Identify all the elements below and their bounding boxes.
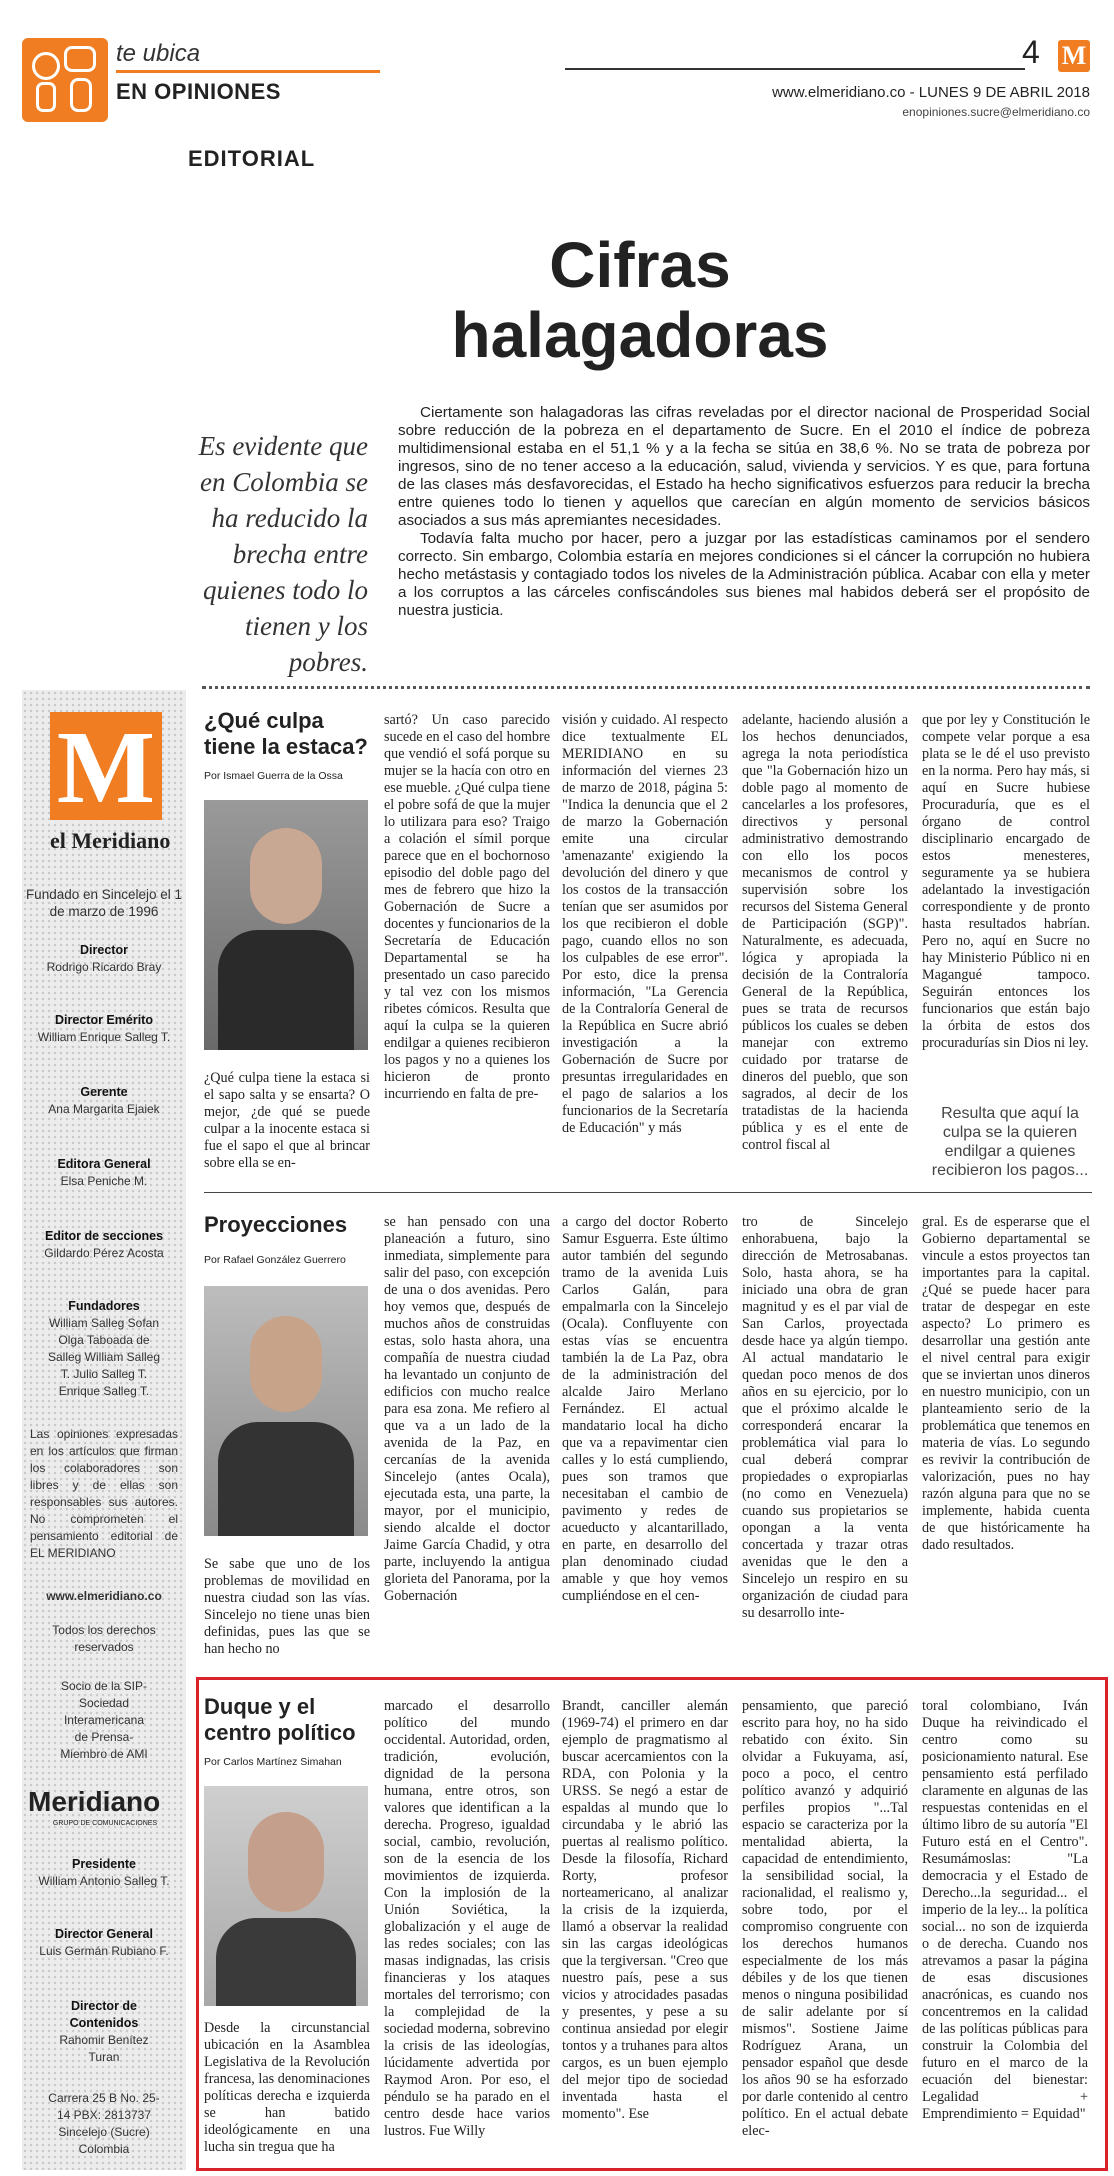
group-brand: Meridiano [28, 1786, 161, 1817]
gm-name: Luis Germán Rubiano F. [39, 1944, 169, 1958]
article-column: tro de Sincelejo enhorabuena, bajo la dirección de Metrosabanas. Solo, hasta ahora, se ha iniciado una obra de gran magnitud y es el par vial de San Carlos, proyectada desde hace ya algún tiempo. Al actual mandatario le quedan poco menos de dos años en su ejercicio, por lo que el próximo alcalde le corresponderá encarar la problemática vial para lo cual deberá comprar propiedades o expropiarlas (no como en Venezuela) cuando sus propietarios se opongan a la venta concertada y trazar otras avenidas que le den a Sincelejo un respiro en su organización de ciudad para su desarrollo inte- [742, 1214, 908, 1621]
editorial-label: EDITORIAL [188, 146, 316, 171]
emeritus-label: Director Emérito [55, 1013, 153, 1027]
article-lead: Se sabe que uno de los problemas de movilidad en nuestra ciudad son las vías. Sincelejo no tiene unas bien definidas, pues las que se han hecho no [204, 1556, 370, 1657]
manager-label: Gerente [80, 1085, 128, 1099]
founded-text: Fundado en Sincelejo el 1 de marzo de 1996 [25, 887, 183, 919]
article-column: marcado el desarrollo político del mundo occidental. Autoridad, orden, tradición, evolución, dignidad de la persona humana, entre otros, son valores que identifican a la derecha. Progreso, igualdad social, cambio, revolución, son de la esencia de los movimientos de izquierda. Con la implosión de la Unión Soviética, la globalización y el auge de las redes sociales; con las masas indignadas, las crisis financieras y los ataques mortales del terrorismo; con la complejidad de la sociedad moderna, sobrevino la crisis de las ideologías, lúcidamente advertida por Raymod Aron. Por eso, el péndulo se ha parado en el centro desde hace varios lustros. Fue Willy [384, 1698, 550, 2139]
section-underline [116, 70, 380, 73]
sections-block [22, 1228, 186, 1262]
president-block [22, 1856, 186, 1890]
article-title: ¿Qué culpa tiene la estaca? [204, 708, 368, 759]
content-label: Director de Contenidos [69, 1999, 139, 2030]
membership-text: Socio de la SIP-Sociedad Interamericana de Prensa- Miembro de AMI [60, 1679, 148, 1761]
editorial-paragraph: Todavía falta mucho por hacer, pero a juzgar por las estadísticas caminamos por el sendero correcto. Sin embargo, Colombia estaría en mejores condiciones si el cáncer la corrupción no hubiera hecho metástasis y contagiado todos los niveles de la Administración pública. Acabar con ella y meter a los corruptos a las cárceles confiscándoles sus bienes mal habidos deberá ser el propósito de nuestra justicia. [398, 530, 1090, 619]
editor-label: Editora General [57, 1157, 151, 1171]
header-rule [565, 68, 1025, 70]
founders-block [22, 1298, 186, 1400]
section-title: EN OPINIONES [116, 79, 281, 104]
meridiano-logo: M [50, 712, 162, 820]
rights-text: Todos los derechos reservados [52, 1623, 156, 1654]
disclaimer: Las opiniones expresadas en los artículos que firman los colaboradores son libres y de ellas son responsables sus autores. No comprometen el pensamiento editorial de EL MERIDIANO [30, 1427, 178, 1560]
president-name: William Antonio Salleg T. [38, 1874, 170, 1888]
gm-block [22, 1926, 186, 1960]
founders-label: Fundadores [68, 1299, 140, 1313]
article-byline: Por Ismael Guerra de la Ossa [204, 770, 343, 782]
director-block [22, 942, 186, 976]
contact-email[interactable]: enopiniones.sucre@elmeridiano.co [902, 105, 1090, 119]
manager-block [22, 1084, 186, 1118]
editorial-body [398, 404, 1090, 620]
manager-name: Ana Margarita Ejaiek [48, 1102, 160, 1116]
section-kicker: te ubica [116, 40, 201, 67]
dotted-divider [202, 686, 1090, 689]
article-column: que por ley y Constitución le compete velar porque a esa plata se le dé el uso previsto en la norma. Pero hay más, si aquí en Sucre hubiese Procuraduría, que es el órgano de control disciplinario encargado de estos menesteres, seguramente ya se hubiera adelantado la investigación correspondiente y de pronto hasta resultados habrían. Pero no, aquí en Sucre no hay Ministerio Público ni en Magangué tampoco. Seguirán entonces los funcionarios que están bajo la órbita de estos dos procuradurías sin Dios ni ley. [922, 712, 1090, 1051]
article-title: Proyecciones [204, 1212, 348, 1237]
address-text: Carrera 25 B No. 25-14 PBX: 2813737 Sincelejo (Sucre) Colombia [48, 2091, 160, 2156]
editorial-paragraph: Ciertamente son halagadoras las cifras reveladas por el director nacional de Prosperidad Social sobre reducción de la pobreza en el departamento de Sucre. En el 2010 el índice de pobreza multidimensional estaba en el 51,1 % y a la fecha se sitúa en 38,6 %. No se trata de pobreza por ingresos, sino de no tener acceso a la educación, salud, vivienda y servicios. Y es que, para fortuna de las clases más desfavorecidas, el Estado ha hecho significativos esfuerzos para reducir la brecha entre quienes todo lo tienen y aquellos que carecían en algún momento de servicios básicos asociados a sus más apremiantes necesidades. [398, 404, 1090, 529]
sections-name: Gildardo Pérez Acosta [44, 1246, 164, 1260]
founders-names: William Salleg Sofan Olga Taboada de Salleg William Salleg T. Julio Salleg T. Enrique Salleg T. [47, 1316, 161, 1398]
article-column: visión y cuidado. Al respecto dice textualmente EL MERIDIANO en su información del viernes 23 de marzo de 2018, página 5: "Indica la denuncia que el 2 de marzo la Gobernación emite una circular 'amenazante' exigiendo la devolución del dinero y que los costos de la transacción tenían que ser asumidos por los que recibieron el doble pago, cuando ellos no son los culpables de ese error". Por esto, dice la prensa información, "La Gerencia de la Contraloría General de la República en Sucre abrió investigación a la Gobernación de Sucre por presuntas irregularidades en el pago de salarios a los funcionarios de la Secretaría de Educación" y más [562, 712, 728, 1136]
editor-block [22, 1156, 186, 1190]
article-title: Duque y el centro político [204, 1694, 356, 1745]
group-brand-sub: GRUPO DE COMUNICACIONES [52, 1820, 158, 1827]
author-photo [204, 1286, 368, 1536]
article-lead: ¿Qué culpa tiene la estaca si el sapo salta y se ensarta? O mejor, ¿de qué se puede culpar a la inocente estaca si fue el sapo el que al brincar sobre ella se en- [204, 1070, 370, 1171]
article-byline: Por Carlos Martínez Simahan [204, 1756, 342, 1768]
article-column: sartó? Un caso parecido sucede en el caso del hombre que vendió el sofá porque su mujer se la hacía con otro en ese mueble. ¿Qué culpa tiene el pobre sofá de que la mujer lo utilizara para eso? Traigo a colación el símil porque parece que en el bochornoso episodio del doble pago del mes de febrero que hizo la Gobernación de Sucre a docentes y funcionarios de la Secretaría de Educación Departamental se ha presentado un caso parecido y tal vez con los mismos ribetes cómicos. Resulta que aquí la culpa se la quieren endilgar a quienes recibieron los pagos y no a quienes los hicieron de pronto incurriendo en falta de pre- [384, 712, 550, 1102]
article-column: se han pensado con una planeación a futuro, sino inmediata, simplemente para salir del paso, con excepción de una o dos avenidas. Pero hoy vemos que, después de muchos años de construidas estas, solo hasta ahora, una compañía de nuestra ciudad ha levantado un conjunto de edificios con mucho realce para esa zona. Me refiero al que va a un lado de la avenida de la Paz, en cercanías de la avenida Sincelejo (antes Ocala), ejecutada esta, una parte, la mayor, por el municipio, siendo alcalde el doctor Jaime García Chadid, y otra parte, incluyendo la antigua glorieta del Panorama, por la Gobernación [384, 1214, 550, 1604]
article-pull-quote: Resulta que aquí la culpa se la quieren endilgar a quienes recibieron los pagos... [931, 1105, 1089, 1179]
gm-label: Director General [55, 1927, 153, 1941]
author-photo [204, 1786, 368, 2006]
president-label: Presidente [72, 1857, 136, 1871]
article-column: adelante, haciendo alusión a los hechos denunciados, agrega la nota periodística que "la Gobernación hizo un doble pago al momento de cancelarles a los profesores, directivos y personal administrativo demostrando con ello los pocos mecanismos de control y supervisión sobre los recursos del Sistema General de Participación (SGP)". Naturalmente, es adecuada, lógica y apropiada la decisión de la Contraloría General de la República, pues se trata de recursos públicos los cuales se deben manejar con extremo cuidado por tratarse de dineros del pueblo, que son sagrados, al decir de los tratadistas de la hacienda pública y es el ente de control fiscal al [742, 712, 908, 1153]
emeritus-name: William Enrique Salleg T. [37, 1030, 171, 1044]
director-name: Rodrigo Ricardo Bray [46, 960, 162, 974]
content-name: Rahomir Benítez Turan [59, 2033, 149, 2064]
editorial-headline: Cifras halagadoras [451, 229, 829, 371]
brand-badge: M [1058, 40, 1090, 72]
article-divider [204, 1192, 1092, 1193]
article-column: gral. Es de esperarse que el Gobierno departamental se vincule a estos proyectos tan importantes para la capital. ¿Qué se puede hacer para tratar de despegar en este aspecto? Lo primero es desarrollar una gestión ante el nivel central para exigir que se inviertan unos dineros en nuestro municipio, con un planteamiento serio de la problemática que tenemos en materia de vías. Lo segundo es revivir la contribución de valorización, pues no hay razón alguna para que no se implemente, habida cuenta de que históricamente ha dado resultados. [922, 1214, 1090, 1553]
article-column: pensamiento, que pareció escrito para hoy, no ha sido rebatido con éxito. Sin olvidar a Fukuyama, así, poco a poco, el centro político avanzó y adquirió perfiles propios "...Tal espacio se caracteriza por la mentalidad abierta, la capacidad de entendimiento, la sensibilidad social, la racionalidad, el realismo y, sobre todo, por el compromiso congruente con los derechos humanos especialmente de los más débiles y de los que tienen menos o ninguna posibilidad de salir adelante por sí mismos". Sostiene Jaime Rodríguez Arana, un pensador español que desde los años 90 se ha esforzado por darle contenido al centro político. En el actual debate elec- [742, 1698, 908, 2139]
article-byline: Por Rafael González Guerrero [204, 1254, 346, 1266]
emeritus-block [22, 1012, 186, 1046]
section-logo-icon [22, 38, 108, 122]
website-link[interactable]: www.elmeridiano.co [46, 1589, 162, 1603]
sections-label: Editor de secciones [44, 1229, 164, 1243]
site-date: www.elmeridiano.co - LUNES 9 DE ABRIL 2018 [772, 84, 1090, 101]
article-lead: Desde la circunstancial ubicación en la Asamblea Legislativa de la Revolución francesa, las denominaciones políticas derecha e izquierda se han batido ideológicamente en una lucha sin tregua que ha [204, 2020, 370, 2155]
page-number: 4 [1022, 34, 1040, 70]
editor-name: Elsa Peniche M. [60, 1174, 148, 1188]
article-column: Brandt, canciller alemán (1969-74) el primero en dar ejemplo de pragmatismo al buscar acercamientos con la RDA, con Polonia y la URSS. Se negó a estar de espaldas al mundo que lo circundaba y le abrió las puertas al realismo político. Desde la filosofía, Richard Rorty, profesor norteamericano, al analizar la crisis de la izquierda, llamó a observar la realidad sin las cargas ideológicas que la tergiversan. "Creo que nuestro país, pese a sus vicios y atrocidades pasadas y presentes, y pese a su continua ansiedad por elegir tontos y a truhanes para altos cargos, es un buen ejemplo del mejor tipo de sociedad inventada hasta el momento". Ese [562, 1698, 728, 2122]
content-block [22, 1998, 186, 2066]
author-photo [204, 800, 368, 1050]
director-label: Director [80, 943, 128, 957]
article-column: a cargo del doctor Roberto Samur Esguerra. Este último autor también del segundo tramo de la avenida Luis Carlos Galán, para empalmarla con la Sincelejo (Ocala). Confluyente con estas vías se encuentra también la de La Paz, obra de la administración del alcalde Jairo Merlano Fernández. El actual mandatario local ha dicho que va a repavimentar cien calles y lo está cumpliendo, pues son tramos que necesitaban el cambio de pavimento y redes de acueducto y alcantarillado, en parte, en desarrollo del plan denominado ciudad amable y que hoy vemos cumpliéndose en el cen- [562, 1214, 728, 1604]
editorial-pull-quote: Es evidente que en Colombia se ha reducido la brecha entre quienes todo lo tienen y los pobres. [198, 431, 368, 677]
article-column: toral colombiano, Iván Duque ha reivindicado el centro como su posicionamiento natural. Ese pensamiento está perfilado claramente en algunas de las respuestas contenidas en el último libro de su autoría "El Futuro está en el Centro". Resumámoslas: "La democracia y el Estado de Derecho...la seguridad... el imperio de la ley... la política social... no son de izquierda o de derecha. Cuando nos atrevamos a pasar la página de esas discusiones anacrónicas, es cuando nos concentremos en la calidad de las políticas públicas para construir la Colombia del futuro en el marco de la ecuación del bienestar: Legalidad + Emprendimiento = Equidad" [922, 1698, 1088, 2122]
brand-name: el Meridiano [50, 828, 171, 853]
